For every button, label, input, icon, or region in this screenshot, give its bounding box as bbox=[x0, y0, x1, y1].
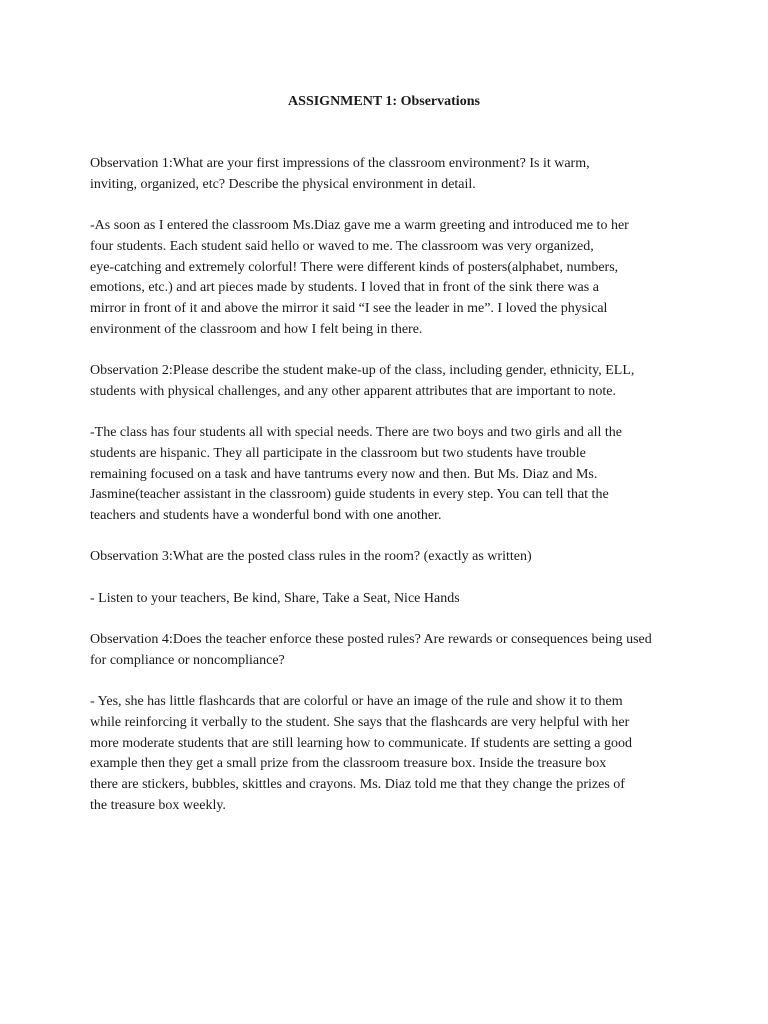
observation-3-answer: - Listen to your teachers, Be kind, Share, Take a Seat, Nice Hands bbox=[90, 590, 460, 606]
observation-2-answer: -The class has four students all with special needs. There are two boys and two girls and all the students are hispanic. They all participate in the classroom but two students have trouble remaining focused on a task and have tantrums every now and then. But Ms. Diaz and Ms. Jasmine(teacher assistant in the classroom) guide students in every step. You can tell that the teachers and students have a wonderful bond with one another. bbox=[90, 425, 622, 523]
document-title: ASSIGNMENT 1: Observations bbox=[288, 94, 480, 109]
observation-2-question: Observation 2:Please describe the student make-up of the class, including gender, ethnicity, ELL, students with physical challenges, and any other apparent attributes that are important to note. bbox=[90, 363, 635, 399]
observation-1-answer: -As soon as I entered the classroom Ms.Diaz gave me a warm greeting and introduced me to her four students. Each student said hello or waved to me. The classroom was very organized, eye-catching and extremely colorful! There were different kinds of posters(alphabet, numbers, emotions, etc.) and art pieces made by students. I loved that in front of the sink there was a mirror in front of it and above the mirror it said “I see the leader in me”. I loved the physical environment of the classroom and how I felt being in there. bbox=[90, 218, 629, 337]
document-body bbox=[90, 154, 690, 816]
observation-4-question: Observation 4:Does the teacher enforce these posted rules? Are rewards or consequences being used for compliance or noncompliance? bbox=[90, 632, 652, 668]
observation-1-question: Observation 1:What are your first impressions of the classroom environment? Is it warm, inviting, organized, etc? Describe the physical environment in detail. bbox=[90, 156, 590, 192]
observation-4-answer: - Yes, she has little flashcards that are colorful or have an image of the rule and show it to them while reinforcing it verbally to the student. She says that the flashcards are very helpful with her more moderate students that are still learning how to communicate. If students are setting a good example then they get a small prize from the classroom treasure box. Inside the treasure box there are stickers, bubbles, skittles and crayons. Ms. Diaz told me that they change the prizes of the treasure box weekly. bbox=[90, 694, 632, 813]
observation-3-question: Observation 3:What are the posted class rules in the room? (exactly as written) bbox=[90, 549, 532, 565]
